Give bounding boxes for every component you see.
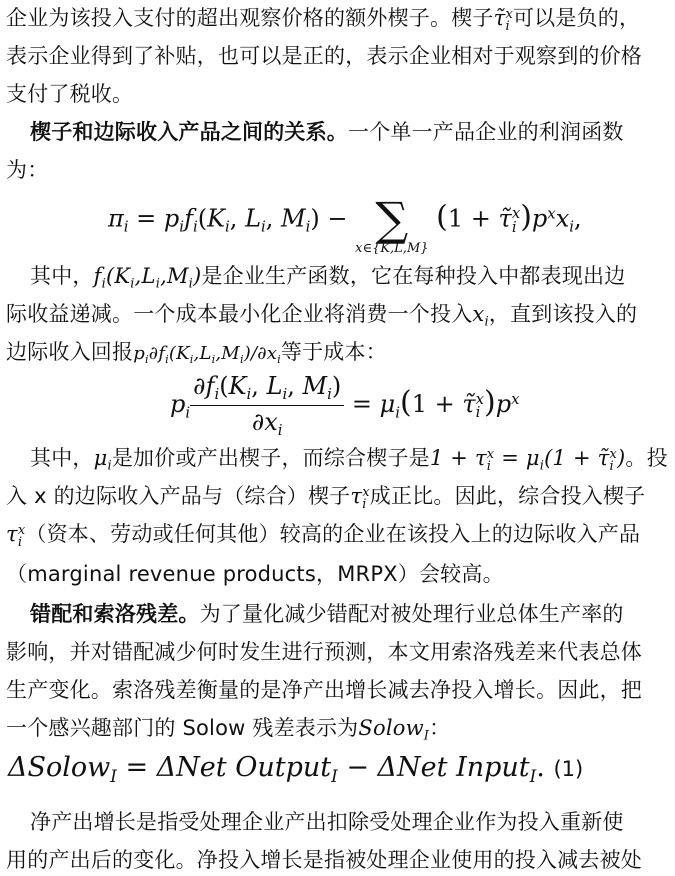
text-line: 用的产出后的变化。净投入增长是指被处理企业使用的投入减去被处: [6, 848, 642, 872]
text-line: 生产变化。索洛残差衡量的是净产出增长减去净投入增长。因此，把: [6, 678, 642, 702]
text-line: 企业为该投入支付的超出观察价格的额外楔子。楔子τ̃x i 可以是负的，: [6, 6, 641, 34]
text-line: （marginal revenue products，MRPX）会较高。: [6, 562, 504, 586]
sum-index: x∈{K,L,M}: [355, 241, 429, 256]
equation-solow: ΔSolow$_I$ = ΔNet Output$_I$ − ΔNet Input$_I$. (1): [8, 752, 584, 786]
text-line: 其中，$\mu_i$是加价或产出楔子，而综合楔子是1 + τx $i = \mu_i(1$ + τ̃x i )。投: [30, 446, 668, 474]
equation-mrp: $p_i$ $\frac{\partial f_i(K_i, L_i, M_i)}{\partial x_i}$ = $\mu_i(1$ + τ̃x i )$p^x$: [170, 372, 520, 440]
text-line: 入 x 的边际收入产品与（综合）楔子τx i 成正比。因此，综合投入楔子: [6, 484, 646, 512]
text-line: 错配和索洛残差。为了量化减少错配对被处理行业总体生产率的: [30, 602, 624, 626]
equation-number: (1): [553, 757, 584, 781]
text-line: 为：: [6, 158, 49, 182]
text-line: 支付了税收。: [6, 82, 134, 106]
inline-math-tau: τ̃x i: [493, 6, 513, 34]
text-line: 其中，$f_i(K_i,L_i,M_i)$是企业生产函数，它在每种投入中都表现出边: [30, 264, 626, 292]
text-line: 一个感兴趣部门的 Solow 残差表示为Solow$_I$：: [6, 716, 451, 744]
text-line: 影响，并对错配减少何时发生进行预测，本文用索洛残差来代表总体: [6, 640, 642, 664]
text-line: 净产出增长是指受处理企业产出扣除受处理企业作为投入重新使: [30, 810, 624, 834]
text-line: 表示企业得到了补贴，也可以是正的，表示企业相对于观察到的价格: [6, 44, 642, 68]
paragraph-heading: 错配和索洛残差。: [30, 602, 200, 626]
equation-profit: $\pi_i = p_if_i(K_i$, $L_i$, $M_i$) − ∑ x∈{K,L,M} (1 + τ̃x i )$p^xx_i$,: [108, 192, 582, 256]
text-line: 边际收入回报$p_i\partial f_i(K_i,L_i,M_i)/\partial x_i$等于成本：: [6, 340, 387, 366]
text-line: τx i （资本、劳动或任何其他）较高的企业在该投入上的边际收入产品: [6, 522, 641, 550]
text-line: 际收益递减。一个成本最小化企业将消费一个投入$x_i$，直到该投入的: [6, 302, 638, 330]
paragraph-heading: 楔子和边际收入产品之间的关系。: [30, 120, 348, 144]
text-line: 楔子和边际收入产品之间的关系。一个单一产品企业的利润函数: [30, 120, 624, 144]
